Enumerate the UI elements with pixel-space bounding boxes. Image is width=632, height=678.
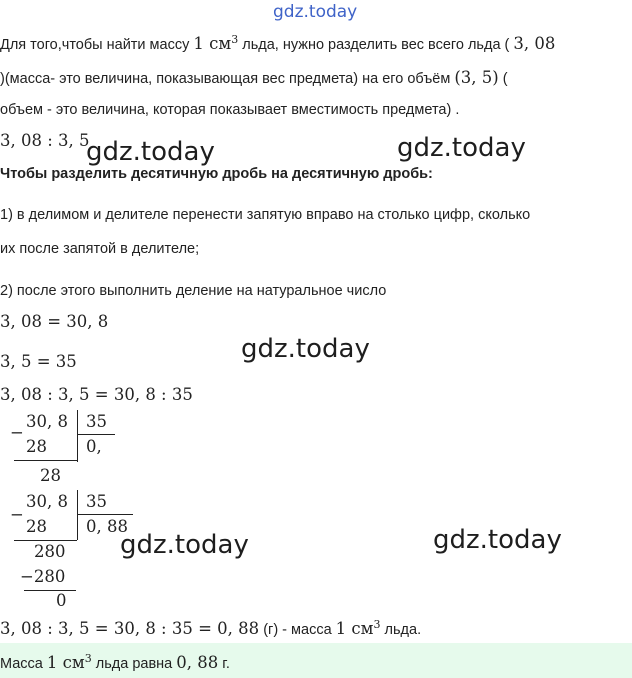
watermark-top: gdz.today: [273, 2, 358, 22]
div2-subtraction-line-1: [14, 540, 77, 541]
div1-subtrahend: 28: [26, 437, 47, 456]
watermark-3: gdz.today: [241, 334, 370, 364]
rule-step-1a: 1) в делимом и делителе перенести запятую вправо на столько цифр, сколько: [0, 207, 531, 223]
equation-3: 3, 08 : 3, 5 = 30, 8 : 35: [0, 385, 193, 404]
div2-divisor-underline: [77, 514, 133, 515]
div1-dividend: 30, 8: [26, 412, 68, 431]
intro-line-1: Для того,чтобы найти массу 1 $см^3$ льда, нужно разделить вес всего льда ( 3, 08: [0, 33, 556, 53]
div1-divisor-underline: [77, 434, 115, 435]
watermark-2: gdz.today: [397, 133, 526, 163]
div1-minus: −: [10, 423, 24, 442]
div2-subtrahend: 28: [26, 517, 47, 536]
div2-dividend: 30, 8: [26, 492, 68, 511]
rule-step-1b: их после запятой в делителе;: [0, 241, 200, 257]
intro-line-3: объем - это величина, которая показывает вместимость предмета) .: [0, 102, 460, 118]
watermark-1: gdz.today: [86, 137, 215, 167]
watermark-4: gdz.today: [120, 530, 249, 560]
div2-divisor: 35: [86, 492, 107, 511]
rule-step-2: 2) после этого выполнить деление на натуральное число: [0, 283, 387, 299]
expression-1: 3, 08 : 3, 5: [0, 131, 90, 150]
watermark-5: gdz.today: [433, 525, 562, 555]
div2-subtraction-line-2: [24, 590, 76, 591]
div2-minus: −: [10, 505, 24, 524]
div2-remainder-3: 0: [56, 591, 67, 610]
div1-divisor: 35: [86, 412, 107, 431]
div2-vertical-bar: [77, 490, 78, 540]
div1-vertical-bar: [77, 410, 78, 462]
rule-title: Чтобы разделить десятичную дробь на десятичную дробь:: [0, 166, 433, 182]
div2-remainder-2: −280: [20, 567, 66, 586]
intro-line-2: )(масса- это величина, показывающая вес предмета) на его объём (3, 5) (: [0, 68, 508, 87]
final-expression: 3, 08 : 3, 5 = 30, 8 : 35 = 0, 88 (г) - масса 1 $см^3$ льда.: [0, 618, 422, 638]
div2-quotient: 0, 88: [86, 517, 128, 536]
answer-text: Масса 1 $см^3$ льда равна 0, 88 г.: [0, 652, 230, 672]
equation-1: 3, 08 = 30, 8: [0, 312, 109, 331]
div2-remainder-1: 280: [34, 542, 66, 561]
div1-remainder: 28: [40, 466, 61, 485]
answer-box: [0, 643, 632, 678]
div1-subtraction-line: [14, 460, 77, 461]
div1-quotient: 0,: [86, 437, 102, 456]
equation-2: 3, 5 = 35: [0, 352, 77, 371]
